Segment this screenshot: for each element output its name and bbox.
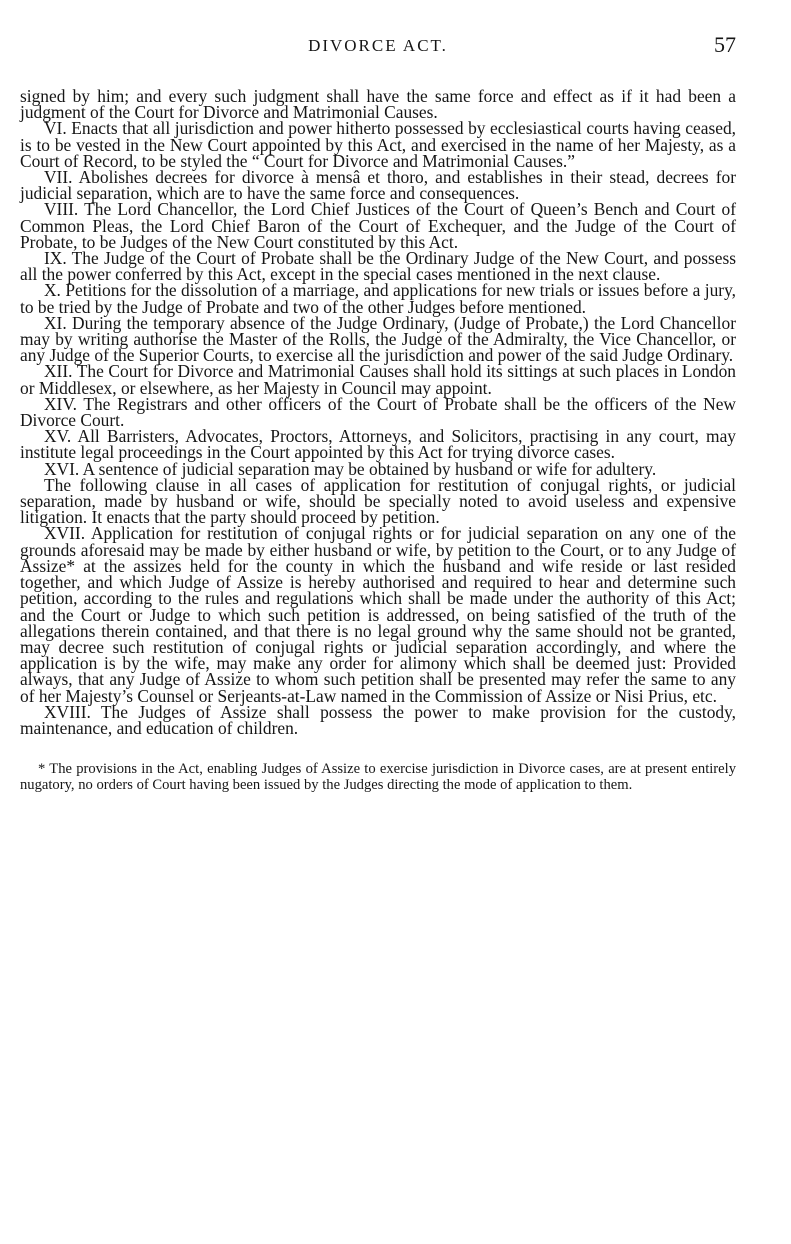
clause-xviii: XVIII. The Judges of Assize shall possess the power to make provision for the custody, maintenance, and education of children. [20,701,736,738]
clause-viii: VIII. The Lord Chancellor, the Lord Chief Justices of the Court of Queen’s Bench and Court of Common Pleas, the Lord Chief Baron of the Court of Exchequer, and the Judge of the Court of Probate, to be Judges of the New Court constituted by this Act. [20,199,736,252]
footnote [20,762,736,793]
clause-xiv: XIV. The Registrars and other officers of the Court of Probate shall be the officers of the New Divorce Court. [20,393,736,431]
clause-xii: XII. The Court for Divorce and Matrimonial Causes shall hold its sittings at such places in London or Middlesex, or elsewhere, as her Majesty in Council may appoint. [20,361,736,398]
paragraph-continuation: signed by him; and every such judgment shall have the same force and effect as if it had been a judgment of the Court for Divorce and Matrimonial Causes. [20,86,736,123]
clause-xvii: XVII. Application for restitution of conjugal rights or for judicial separation on any one of the grounds aforesaid may be made by either husband or wife, by petition to the Court, or to any Judge of Assize* at the assizes held for the county in which the husband and wife reside or last resided together, and which Judge of Assize is hereby authorised and required to hear and determine such petition, according to the rules and regulations which shall be made under the authority of this Act; and the Court or Judge to which such petition is addressed, on being satisfied of the truth of the allegations therein contained, and that there is no legal ground why the same should not be granted, may decree such restitution of conjugal rights or judicial separation accordingly, and where the application is by the wife, may make any order for alimony which shall be deemed just: Provided always, that any Judge of Assize to whom such petition shall be presented may refer the same to any of her Majesty’s Counsel or Serjeants-at-Law named in the Commission of Assize or Nisi Prius, etc. [20,523,736,706]
clause-xv: XV. All Barristers, Advocates, Proctors, Attorneys, and Solicitors, practising in any court, may institute legal proceedings in the Court appointed by this Act for trying divorce cases. [20,426,736,463]
clause-vi: VI. Enacts that all jurisdiction and power hitherto possessed by ecclesiastical courts having ceased, is to be vested in the New Court appointed by this Act, and exercised in the name of her Majesty, as a Court of Record, to be styled the “ Court for Divorce and Matrimonial Causes.” [20,118,736,171]
clause-x: X. Petitions for the dissolution of a marriage, and applications for new trials or issues before a jury, to be tried by the Judge of Probate and two of the other Judges before mentioned. [20,280,736,317]
note-paragraph: The following clause in all cases of application for restitution of conjugal rights, or judicial separation, made by husband or wife, should be specially noted to avoid useless and expensive litigation. It enacts that the party should proceed by petition. [20,474,736,528]
page-number: 57 [714,32,736,57]
clause-vii: VII. Abolishes decrees for divorce à mensâ et thoro, and establishes in their stead, decrees for judicial separation, which are to have the same force and consequences. [20,167,736,204]
running-title: DIVORCE ACT. [308,36,448,55]
clause-xi: XI. During the temporary absence of the Judge Ordinary, (Judge of Probate,) the Lord Chancellor may by writing authorise the Master of the Rolls, the Judge of the Admiralty, the Vice Chancellor, or any Judge of the Superior Courts, to exercise all the jurisdiction and power of the said Judge Ordinary. [20,312,736,366]
book-page [20,30,736,793]
clause-xvi: XVI. A sentence of judicial separation may be obtained by husband or wife for adultery. [44,458,657,479]
clause-ix: IX. The Judge of the Court of Probate shall be the Ordinary Judge of the New Court, and possess all the power conferred by this Act, except in the special cases mentioned in the next clause. [20,248,736,285]
body-text [20,88,736,736]
page-header [20,30,736,62]
footnote-text: * The provisions in the Act, enabling Judges of Assize to exercise jurisdiction in Divorce cases, are at present entirely nugatory, no orders of Court having been issued by the Judges directing the mode of application to them. [20,761,736,793]
